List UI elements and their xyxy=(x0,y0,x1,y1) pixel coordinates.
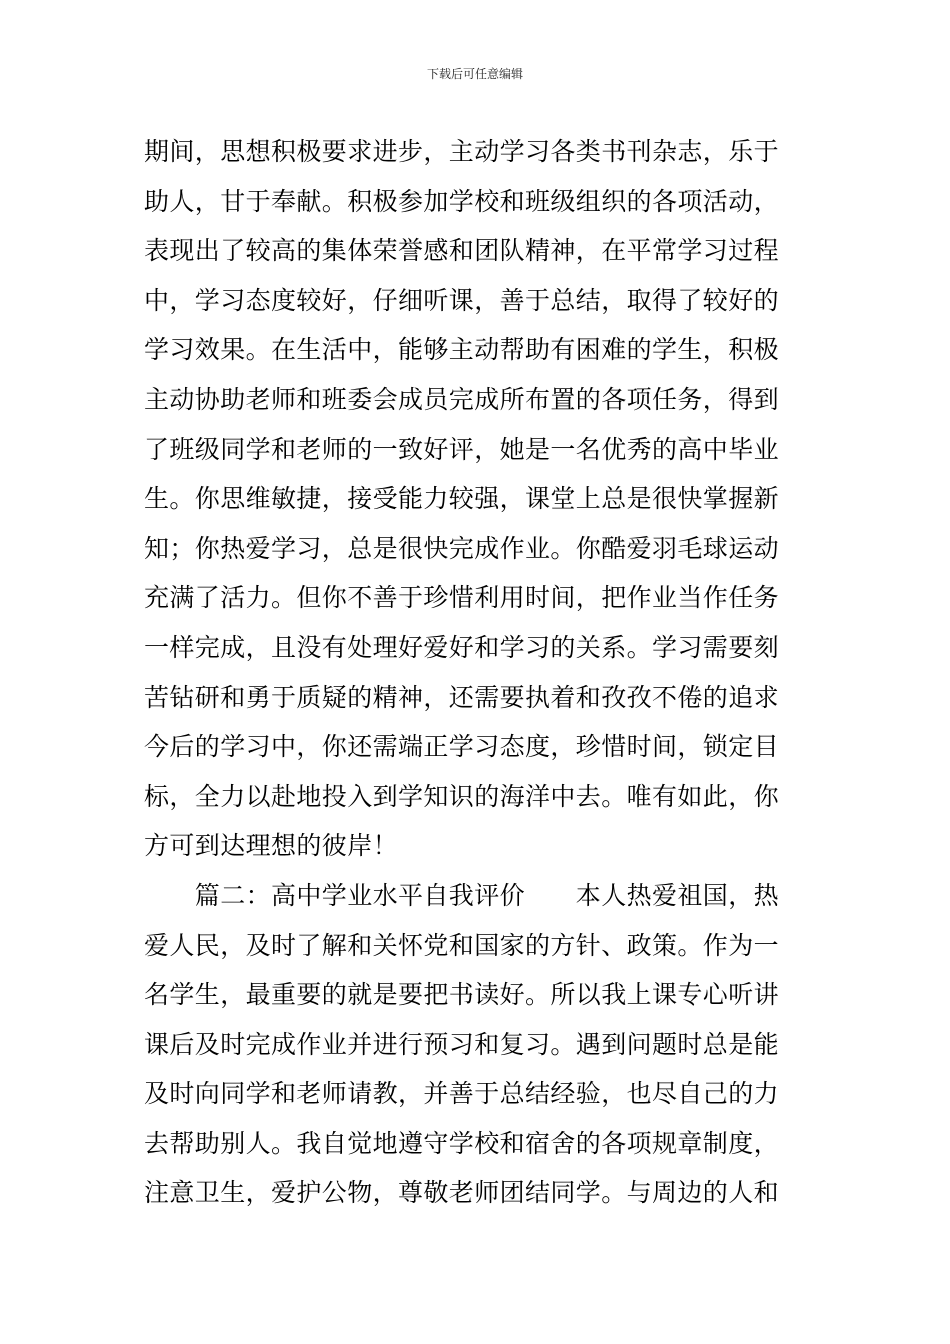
text-line: 学习效果。在生活中，能够主动帮助有困难的学生，积极 xyxy=(144,335,780,365)
text-line: 课后及时完成作业并进行预习和复习。遇到问题时总是能 xyxy=(144,1029,780,1059)
text-line: 今后的学习中，你还需端正学习态度，珍惜时间，锁定目 xyxy=(144,732,780,762)
text-line: 助人，甘于奉献。积极参加学校和班级组织的各项活动， xyxy=(144,186,780,216)
document-body xyxy=(144,127,812,1218)
text-line: 及时向同学和老师请教，并善于总结经验，也尽自己的力 xyxy=(144,1079,780,1109)
text-line: 主动协助老师和班委会成员完成所布置的各项任务，得到 xyxy=(144,384,780,414)
text-line: 表现出了较高的集体荣誉感和团队精神，在平常学习过程 xyxy=(144,236,780,266)
text-line: 注意卫生，爱护公物，尊敬老师团结同学。与周边的人和 xyxy=(144,1178,780,1208)
section-heading-line: 篇二：高中学业水平自我评价 本人热爱祖国，热 xyxy=(144,880,780,910)
text-line: 一样完成，且没有处理好爱好和学习的关系。学习需要刻 xyxy=(144,632,780,662)
text-line: 名学生，最重要的就是要把书读好。所以我上课专心听讲 xyxy=(144,980,780,1010)
text-line: 知；你热爱学习，总是很快完成作业。你酷爱羽毛球运动 xyxy=(144,533,780,563)
text-line: 爱人民，及时了解和关怀党和国家的方针、政策。作为一 xyxy=(144,930,780,960)
text-line: 期间，思想积极要求进步，主动学习各类书刊杂志，乐于 xyxy=(144,137,780,166)
text-line: 生。你思维敏捷，接受能力较强，课堂上总是很快掌握新 xyxy=(144,484,780,514)
text-line: 方可到达理想的彼岸！ xyxy=(144,831,399,861)
page-header: 下载后可任意编辑 xyxy=(426,67,523,81)
text-line: 充满了活力。但你不善于珍惜利用时间，把作业当作任务 xyxy=(144,583,780,613)
text-line: 中，学习态度较好，仔细听课，善于总结，取得了较好的 xyxy=(144,285,780,315)
text-line: 苦钻研和勇于质疑的精神，还需要执着和孜孜不倦的追求 xyxy=(144,682,780,712)
text-line: 去帮助别人。我自觉地遵守学校和宿舍的各项规章制度， xyxy=(144,1128,780,1158)
text-line: 了班级同学和老师的一致好评，她是一名优秀的高中毕业 xyxy=(144,434,780,464)
text-line: 标，全力以赴地投入到学知识的海洋中去。唯有如此，你 xyxy=(144,781,780,811)
